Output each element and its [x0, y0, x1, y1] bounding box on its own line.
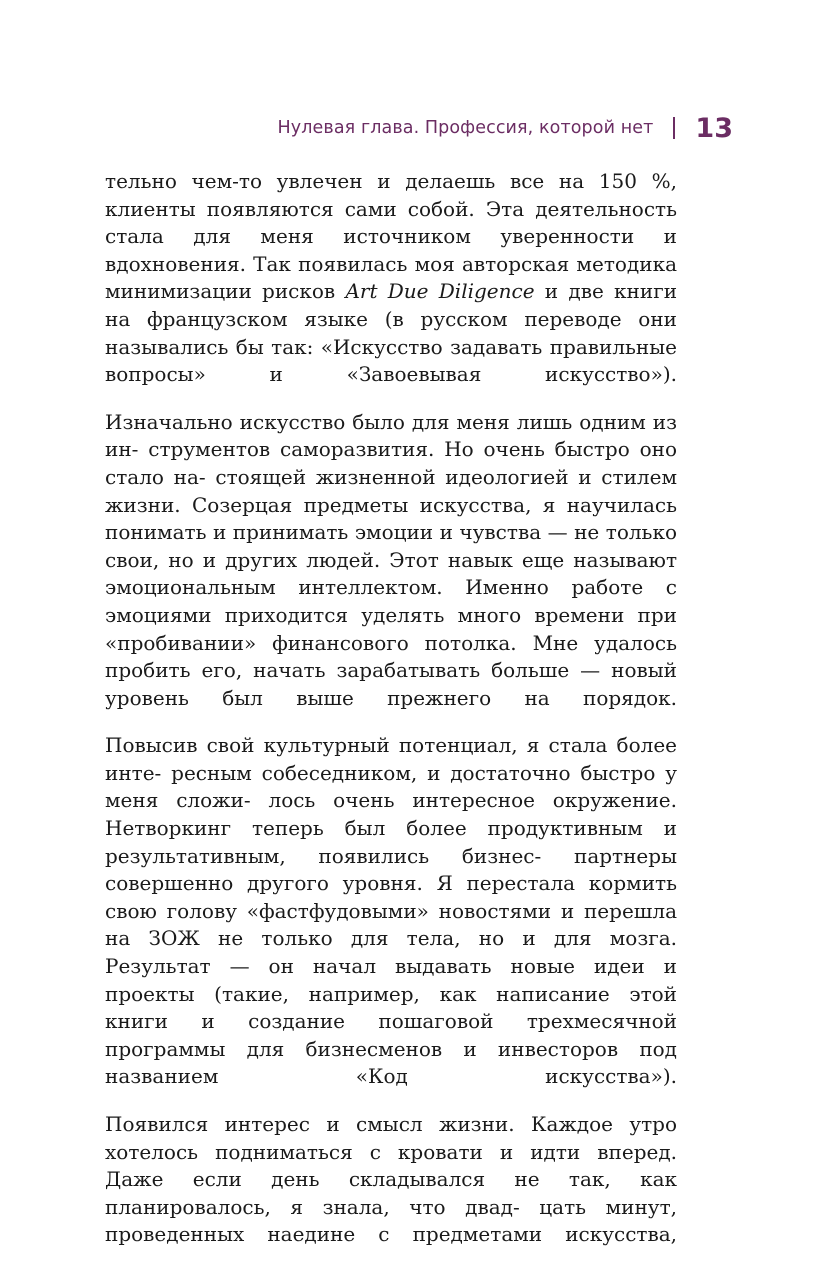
text-line: «пробивании» финансового потолка. Мне удалось пробить [105, 630, 677, 683]
text-line: цать минут, проведенных наедине с предметами искусства, [105, 1194, 677, 1247]
text-line: эмоции и чувства — не только свои, но и других людей. Этот [105, 520, 677, 572]
text-line: выше прежнего на порядок. [296, 685, 677, 710]
text-line: начал выдавать новые идеи и проекты (такие, например, как [105, 954, 677, 1006]
italic-term: Diligence [438, 279, 535, 304]
text-line: программы для бизнесменов и инвесторов под названием [105, 1036, 677, 1089]
text-line: ресным собеседником, и достаточно быстро у меня сложи- [105, 760, 677, 813]
page-number: 13 [695, 112, 733, 144]
paragraph-3 [105, 732, 677, 1091]
text-line: источником уверенности и вдохновения. Так появилась [105, 224, 678, 276]
text-line: появляются сами собой. Эта деятельность стала для меня [105, 196, 677, 249]
text-line: предметы искусства, я научилась понимать и принимать [105, 492, 677, 545]
text-line: Появился интерес и смысл жизни. Каждое утро хотелось [105, 1112, 677, 1164]
text-line: работе с эмоциями приходится уделять много времени при [105, 575, 677, 627]
text-line: лось очень интересное окружение. Нетворкинг теперь был [105, 788, 677, 841]
text-line: более продуктивным и результативным, появились бизнес- [105, 816, 677, 868]
text-line: струментов саморазвития. Но очень быстро оно стало на- [105, 437, 677, 489]
text-line: переводе они назывались бы так: «Искусство задавать [105, 306, 677, 359]
body-text [105, 168, 677, 1269]
text-line: Повысив свой культурный потенциал, я стала более инте- [105, 733, 677, 785]
text-line: тельно чем-то увлечен и делаешь все на 150 %, клиенты [105, 169, 677, 221]
text-line: ЗОЖ не только для тела, но и для мозга. Результат — он [105, 926, 677, 979]
running-title: Нулевая глава. Профессия, которой нет [277, 118, 654, 138]
text-line: написание этой книги и создание пошаговой трехмесячной [105, 981, 678, 1034]
text-line: «Код искусства»). [355, 1064, 677, 1089]
paragraph-1 [105, 168, 677, 389]
paragraph-2 [105, 409, 677, 713]
text-line: его, начать зарабатывать больше — новый уровень был [105, 658, 677, 710]
text-line: моя авторская методика минимизации рисков [105, 251, 677, 304]
text-line: свою голову «фастфудовыми» новостями и перешла на [105, 898, 677, 951]
italic-term: Art Due [345, 279, 429, 304]
paragraph-4 [105, 1111, 677, 1249]
text-line: складывался не так, как планировалось, я знала, что двад- [105, 1167, 678, 1219]
text-line: Изначально искусство было для меня лишь одним из ин- [105, 409, 677, 462]
text-line: и две книги на французском языке (в русском [105, 279, 678, 331]
text-line: подниматься с кровати и идти вперед. Даже если день [105, 1139, 678, 1192]
text-line: партнеры совершенно другого уровня. Я перестала кормить [105, 843, 677, 896]
text-line: навык еще называют эмоциональным интеллектом. Именно [105, 547, 678, 600]
text-line: стоящей жизненной идеологией и стилем жизни. Созерцая [105, 464, 677, 517]
header-separator [673, 117, 675, 139]
text-line: правильные вопросы» и «Завоевывая искусство»). [105, 334, 678, 387]
running-header [278, 108, 733, 148]
